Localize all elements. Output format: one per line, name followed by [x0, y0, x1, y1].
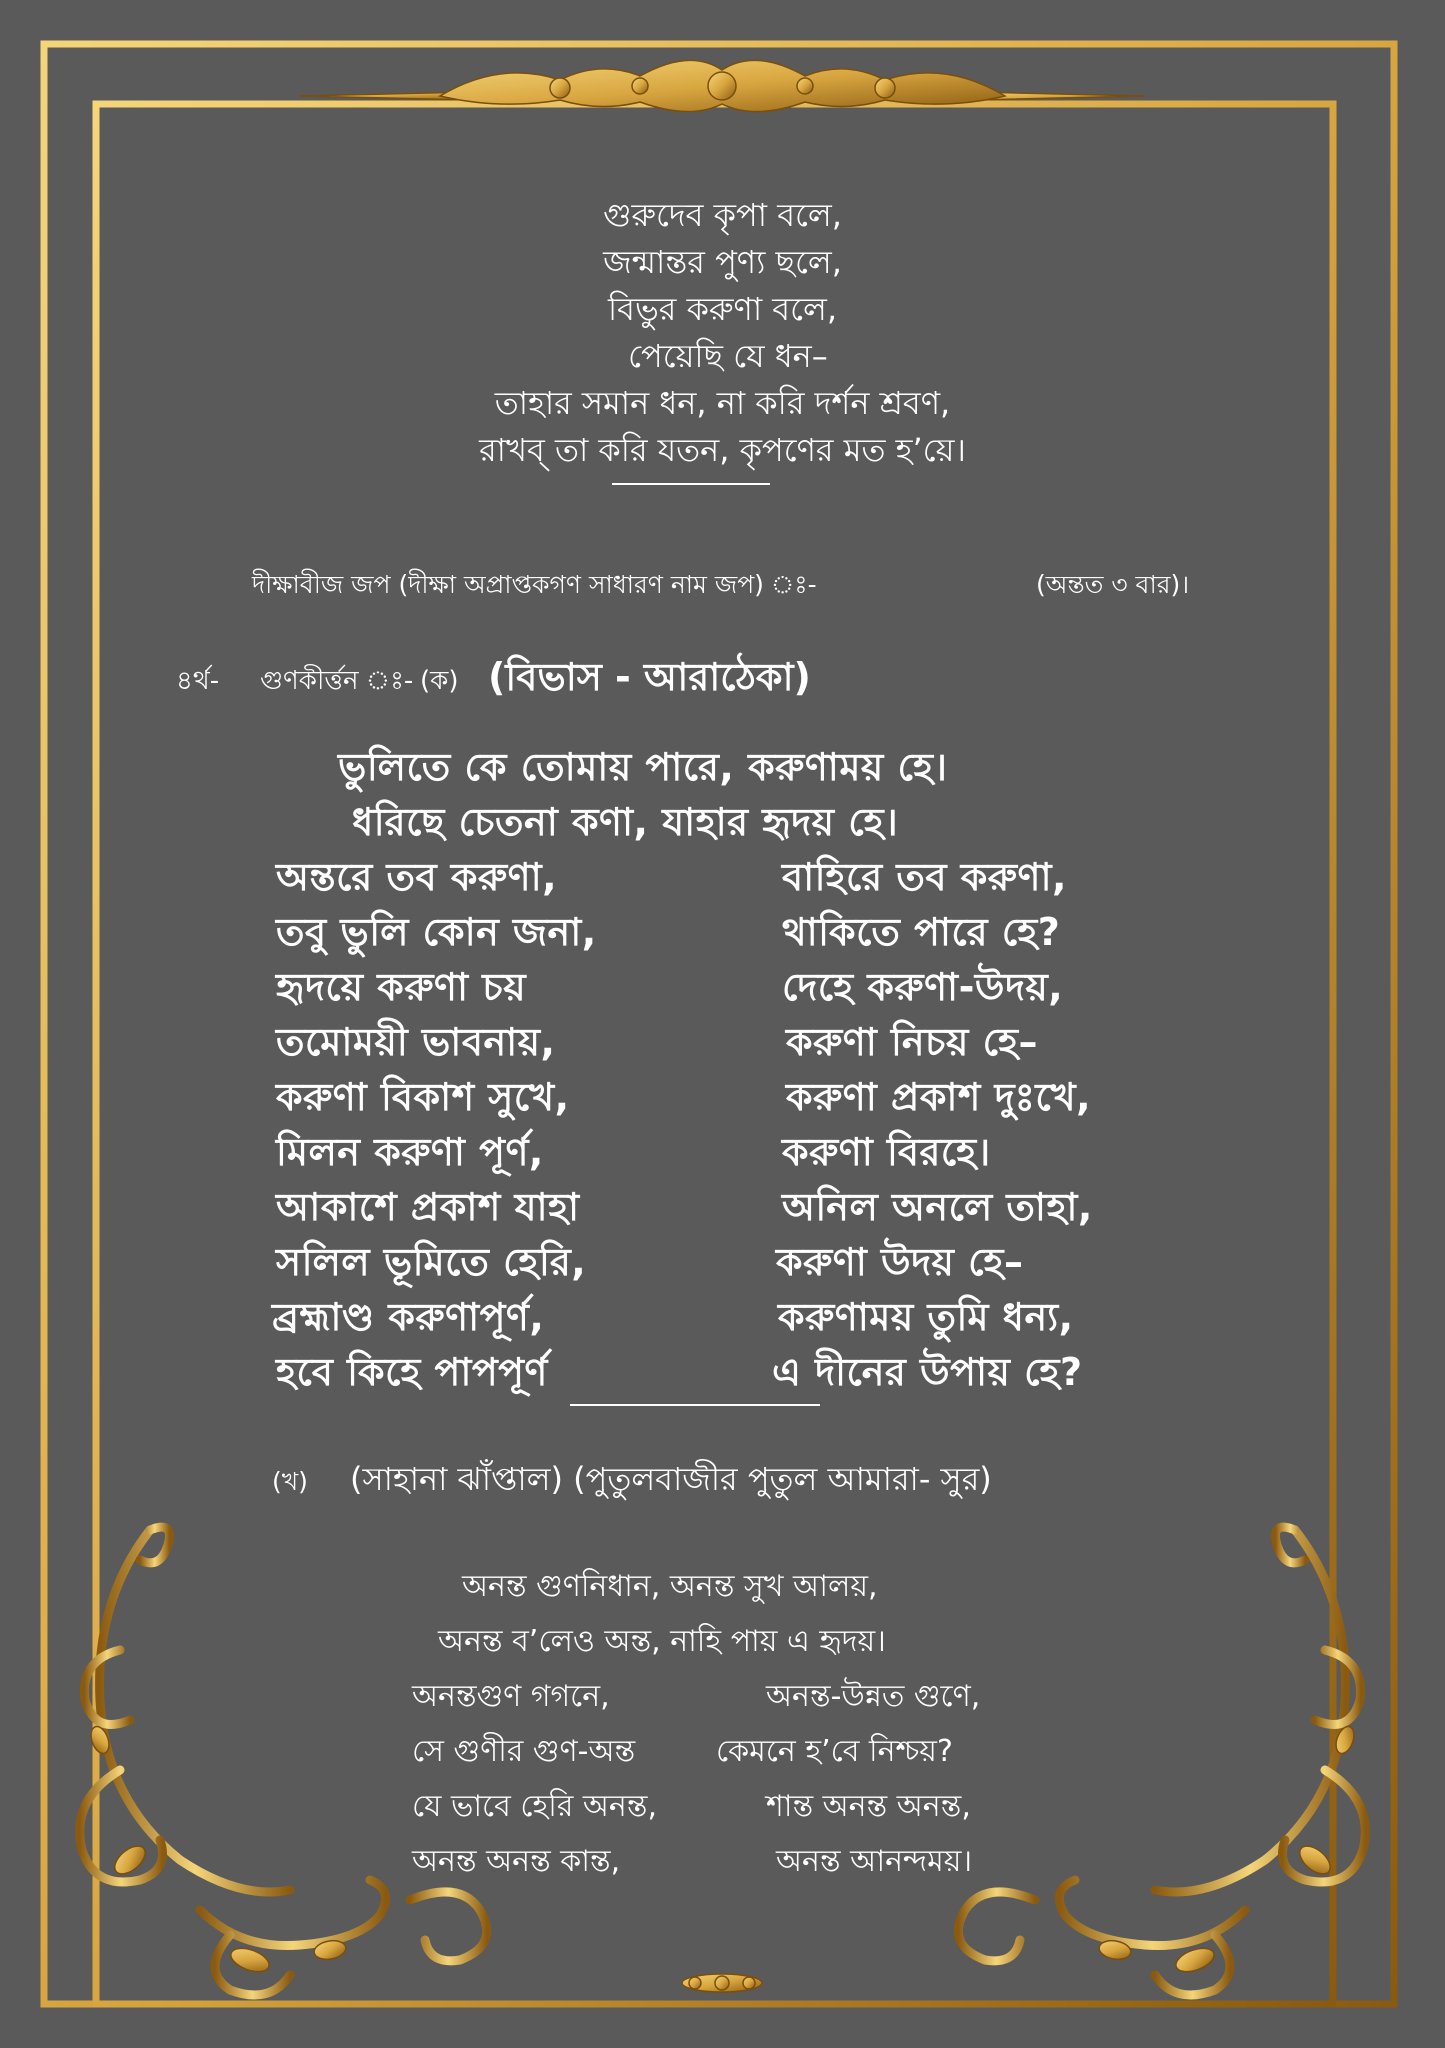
song-line-right: থাকিতে পারে হে? — [782, 910, 1061, 954]
diksha-japa-count: (অন্তত ৩ বার)। — [1036, 570, 1190, 599]
intro-verse-line: গুরুদেব কৃপা বলে, — [603, 196, 842, 234]
section-kha-sub-label: (খ) — [272, 1467, 308, 1496]
intro-verse-line: তাহার সমান ধন, না করি দর্শন শ্রবণ, — [494, 384, 951, 422]
diksha-japa-text: দীক্ষাবীজ জপ (দীক্ষা অপ্রাপ্তকগণ সাধারণ নাম জপ) ঃ- — [252, 570, 817, 599]
song-line-right: অনিল অনলে তাহা, — [782, 1185, 1093, 1229]
song-line-right: করুণা উদয় হে– — [776, 1240, 1024, 1284]
song-refrain-line: অনন্ত ব’লেও অন্ত, নাহি পায় এ হৃদয়। — [438, 1624, 886, 1659]
raga-title: (বিভাস - আরাঠেকা) — [488, 655, 811, 699]
intro-verse-line: রাখব্ তা করি যতন, কৃপণের মত হ’য়ে। — [479, 431, 966, 469]
bottom-right-scroll-ornament — [958, 1527, 1365, 1995]
song-line-left: ব্রহ্মাণ্ড করুণাপূর্ণ, — [272, 1295, 545, 1339]
song-line-right: করুণা বিরহে। — [782, 1130, 991, 1174]
song-line-left: মিলন করুণা পূর্ণ, — [276, 1130, 544, 1174]
bottom-left-scroll-leaves — [88, 1724, 348, 1976]
divider-rule — [612, 483, 770, 485]
song-line-right: করুণা নিচয় হে– — [786, 1020, 1039, 1064]
divider-rule — [570, 1404, 820, 1406]
song-line-right: কেমনে হ’বে নিশ্চয়? — [716, 1734, 953, 1769]
intro-verse-line: জন্মান্তর পুণ্য ছলে, — [603, 243, 842, 281]
section-sub-label: (ক) — [420, 666, 459, 696]
song-line-left: সলিল ভূমিতে হেরি, — [276, 1240, 587, 1284]
intro-verse-line: বিভুর করুণা বলে, — [607, 290, 837, 328]
section-number: ৪র্থ- — [176, 666, 220, 696]
song-line-right: দেহে করুণা-উদয়, — [782, 965, 1064, 1009]
song-refrain-line: ধরিছে চেতনা কণা, যাহার হৃদয় হে। — [352, 800, 899, 844]
intro-verse-line: পেয়েছি যে ধন– — [628, 337, 828, 375]
song-line-left: হৃদয়ে করুণা চয় — [276, 965, 527, 1009]
song-line-right: করুণাময় তুমি ধন্য, — [778, 1295, 1074, 1339]
song-line-left: করুণা বিকাশ সুখে, — [276, 1075, 570, 1119]
song-line-left: সে গুণীর গুণ-অন্ত — [412, 1734, 636, 1769]
song-line-left: যে ভাবে হেরি অনন্ত, — [412, 1789, 657, 1824]
section-kha-title: (সাহানা ঝাঁপ্তাল) (পুতুলবাজীর পুতুল আমারা- সুর) — [350, 1460, 992, 1498]
song-line-left: অনন্ত অনন্ত কান্ত, — [412, 1844, 621, 1879]
bottom-right-scroll-leaves — [1098, 1724, 1358, 1976]
bottom-ornament — [682, 1974, 762, 1992]
song-line-left: অনন্তগুণ গগনে, — [412, 1679, 610, 1714]
song-line-right: করুণা প্রকাশ দুঃখে, — [786, 1075, 1092, 1119]
song-line-right: অনন্ত-উন্নত গুণে, — [766, 1679, 981, 1714]
song-line-left: আকাশে প্রকাশ যাহা — [276, 1185, 580, 1229]
song-line-left: অন্তরে তব করুণা, — [276, 855, 558, 899]
song-line-right: এ দীনের উপায় হে? — [772, 1350, 1083, 1394]
song-line-left: তবু ভুলি কোন জনা, — [276, 910, 597, 954]
song-line-right: শান্ত অনন্ত অনন্ত, — [766, 1789, 971, 1824]
song-line-left: তমোময়ী ভাবনায়, — [276, 1020, 556, 1064]
song-line-right: বাহিরে তব করুণা, — [782, 855, 1067, 899]
song-line-right: অনন্ত আনন্দময়। — [776, 1844, 973, 1879]
section-label: গুণকীর্ত্তন ঃ- — [260, 666, 414, 696]
song-line-left: হবে কিহে পাপপূর্ণ — [276, 1350, 548, 1394]
song-refrain-line: অনন্ত গুণনিধান, অনন্ত সুখ আলয়, — [462, 1569, 878, 1604]
song-refrain-line: ভুলিতে কে তোমায় পারে, করুণাময় হে। — [338, 745, 948, 789]
